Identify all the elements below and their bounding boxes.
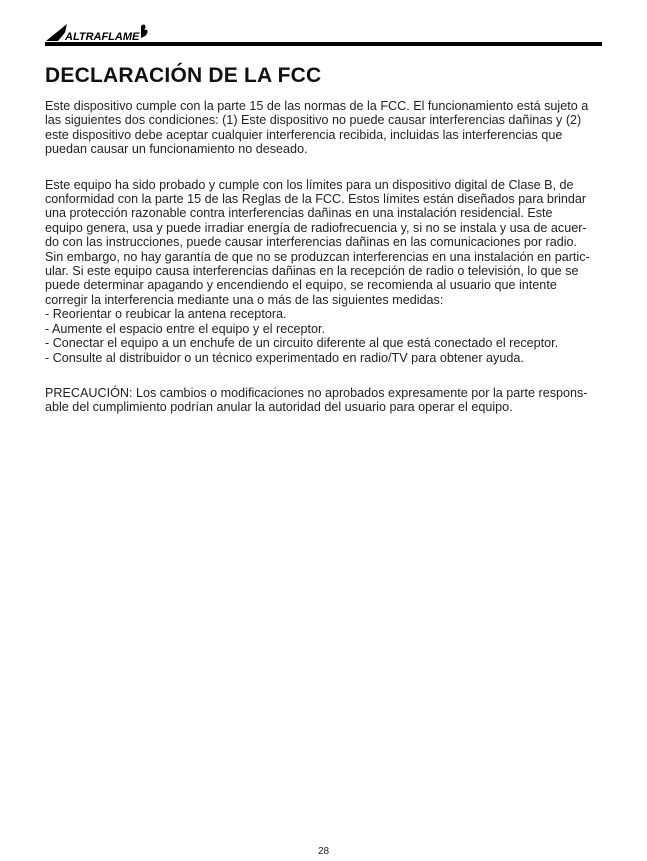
text-line: do con las instrucciones, puede causar interferencias dañinas en las comunicaciones por radio.	[45, 235, 578, 250]
brand-logo	[45, 22, 155, 42]
text-line: equipo genera, usa y puede irradiar energía de radiofrecuencia y, si no se instala y usa de acuer-	[45, 220, 587, 235]
text-line: puedan causar un funcionamiento no deseado.	[45, 142, 308, 157]
text-line: Este equipo ha sido probado y cumple con los límites para un dispositivo digital de Clase B, de	[45, 177, 574, 192]
text-line: Este dispositivo cumple con la parte 15 de las normas de la FCC. El funcionamiento está sujeto a	[45, 99, 589, 113]
list-item: - Reorientar o reubicar la antena receptora.	[45, 307, 287, 322]
text-line: Sin embargo, no hay garantía de que no se produzcan interferencias en una instalación en partic-	[45, 249, 590, 264]
text-line: able del cumplimiento podrían anular la autoridad del usuario para operar el equipo.	[45, 400, 513, 415]
list-item: - Consulte al distribuidor o un técnico experimentado en radio/TV para obtener ayuda.	[45, 350, 524, 365]
text-line: ular. Si este equipo causa interferencias dañinas en la recepción de radio o televisión, lo que se	[45, 264, 579, 279]
page-title: DECLARACIÓN DE LA FCC	[45, 64, 322, 87]
paragraph-compliance	[45, 99, 602, 157]
text-line: las siguientes dos condiciones: (1) Este dispositivo no puede causar interferencias dañinas y (2)	[45, 113, 582, 128]
text-line: corregir la interferencia mediante una o más de las siguientes medidas:	[45, 292, 444, 307]
paragraph-class-b	[45, 178, 602, 365]
body-content	[45, 99, 602, 415]
paragraph-caution	[45, 386, 602, 415]
list-item: - Conectar el equipo a un enchufe de un circuito diferente al que está conectado el receptor.	[45, 336, 559, 351]
flame-icon	[141, 25, 148, 38]
text-line: una protección razonable contra interferencias dañinas en una instalación residencial. Este	[45, 206, 553, 221]
text-line: este dispositivo debe aceptar cualquier interferencia recibida, incluidas las interferencias que	[45, 127, 563, 142]
header-rule	[45, 42, 602, 46]
list-item: - Aumente el espacio entre el equipo y el receptor.	[45, 321, 326, 336]
text-line: PRECAUCIÓN: Los cambios o modificaciones no aprobados expresamente por la parte respons-	[45, 385, 588, 400]
text-line: conformidad con la parte 15 de las Reglas de la FCC. Estos límites están diseñados para brindar	[45, 192, 587, 207]
logo-text: ALTRAFLAME	[65, 31, 140, 42]
text-line: puede determinar apagando y encendiendo el equipo, se recomienda al usuario que intente	[45, 278, 557, 293]
page-number: 28	[317, 846, 330, 857]
